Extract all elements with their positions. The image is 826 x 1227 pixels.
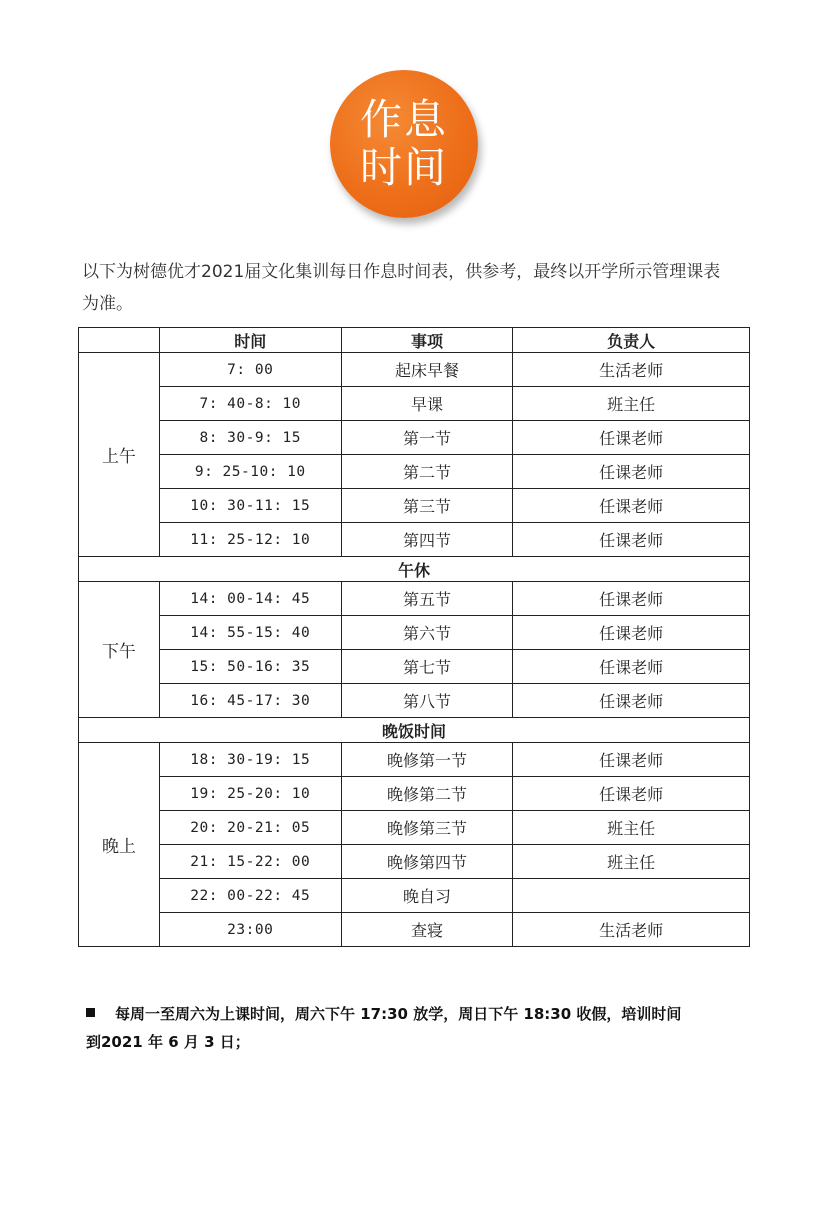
table-row <box>79 913 750 947</box>
item-cell: 晚修第三节 <box>341 811 513 845</box>
time-cell: 9: 25-10: 10 <box>159 455 341 489</box>
time-cell: 16: 45-17: 30 <box>159 684 341 718</box>
time-cell: 8: 30-9: 15 <box>159 421 341 455</box>
intro-line-1: 以下为树德优才2021届文化集训每日作息时间表，供参考，最终以开学所示管理课表 <box>82 262 721 282</box>
time-cell: 18: 30-19: 15 <box>159 743 341 777</box>
table-row <box>79 811 750 845</box>
time-cell: 7: 00 <box>159 353 341 387</box>
item-cell: 晚自习 <box>341 879 513 913</box>
owner-cell: 生活老师 <box>513 353 750 387</box>
item-cell: 晚修第一节 <box>341 743 513 777</box>
item-cell: 起床早餐 <box>341 353 513 387</box>
owner-cell: 任课老师 <box>513 582 750 616</box>
owner-cell: 任课老师 <box>513 616 750 650</box>
table-row <box>79 650 750 684</box>
time-cell: 15: 50-16: 35 <box>159 650 341 684</box>
time-cell: 21: 15-22: 00 <box>159 845 341 879</box>
time-cell: 20: 20-21: 05 <box>159 811 341 845</box>
time-cell: 7: 40-8: 10 <box>159 387 341 421</box>
table-row <box>79 387 750 421</box>
time-cell: 23:00 <box>159 913 341 947</box>
dinner-break-label: 晚饭时间 <box>79 718 750 743</box>
item-cell: 第六节 <box>341 616 513 650</box>
table-row <box>79 845 750 879</box>
item-cell: 第八节 <box>341 684 513 718</box>
table-row <box>79 523 750 557</box>
item-cell: 第二节 <box>341 455 513 489</box>
table-row <box>79 582 750 616</box>
schedule-table <box>78 327 750 947</box>
badge-line-1: 作息 <box>359 95 448 144</box>
time-cell: 14: 55-15: 40 <box>159 616 341 650</box>
table-header-row <box>79 328 750 353</box>
time-cell: 11: 25-12: 10 <box>159 523 341 557</box>
item-cell: 第一节 <box>341 421 513 455</box>
item-cell: 查寝 <box>341 913 513 947</box>
intro-line-2: 为准。 <box>82 294 133 314</box>
intro-paragraph <box>82 256 752 320</box>
owner-cell: 任课老师 <box>513 489 750 523</box>
owner-cell: 班主任 <box>513 845 750 879</box>
owner-cell: 班主任 <box>513 811 750 845</box>
owner-cell: 任课老师 <box>513 421 750 455</box>
header-item: 事项 <box>341 328 513 353</box>
time-cell: 22: 00-22: 45 <box>159 879 341 913</box>
item-cell: 早课 <box>341 387 513 421</box>
owner-cell: 任课老师 <box>513 684 750 718</box>
time-cell: 14: 00-14: 45 <box>159 582 341 616</box>
table-row <box>79 684 750 718</box>
item-cell: 第五节 <box>341 582 513 616</box>
footnote <box>86 1000 750 1056</box>
owner-cell: 任课老师 <box>513 650 750 684</box>
item-cell: 第三节 <box>341 489 513 523</box>
note-line-2: 到2021 年 6 月 3 日； <box>86 1033 250 1051</box>
item-cell: 第七节 <box>341 650 513 684</box>
period-evening: 晚上 <box>79 743 160 947</box>
table-row <box>79 743 750 777</box>
time-cell: 10: 30-11: 15 <box>159 489 341 523</box>
break-row-noon <box>79 557 750 582</box>
table-row <box>79 616 750 650</box>
noon-break-label: 午休 <box>79 557 750 582</box>
table-row <box>79 421 750 455</box>
time-cell: 19: 25-20: 10 <box>159 777 341 811</box>
period-morning: 上午 <box>79 353 160 557</box>
note-line-1: 每周一至周六为上课时间，周六下午 17:30 放学，周日下午 18:30 收假，培训时间 <box>115 1005 682 1023</box>
table-row <box>79 455 750 489</box>
table-row <box>79 353 750 387</box>
item-cell: 晚修第二节 <box>341 777 513 811</box>
title-badge <box>330 70 478 218</box>
period-afternoon: 下午 <box>79 582 160 718</box>
header-time: 时间 <box>159 328 341 353</box>
badge-line-2: 时间 <box>359 143 448 192</box>
owner-cell <box>513 879 750 913</box>
item-cell: 晚修第四节 <box>341 845 513 879</box>
header-period <box>79 328 160 353</box>
owner-cell: 任课老师 <box>513 455 750 489</box>
header-owner: 负责人 <box>513 328 750 353</box>
owner-cell: 班主任 <box>513 387 750 421</box>
owner-cell: 任课老师 <box>513 743 750 777</box>
owner-cell: 任课老师 <box>513 523 750 557</box>
square-bullet-icon <box>86 1008 95 1017</box>
table-row <box>79 489 750 523</box>
table-row <box>79 777 750 811</box>
table-row <box>79 879 750 913</box>
break-row-dinner <box>79 718 750 743</box>
owner-cell: 生活老师 <box>513 913 750 947</box>
item-cell: 第四节 <box>341 523 513 557</box>
owner-cell: 任课老师 <box>513 777 750 811</box>
